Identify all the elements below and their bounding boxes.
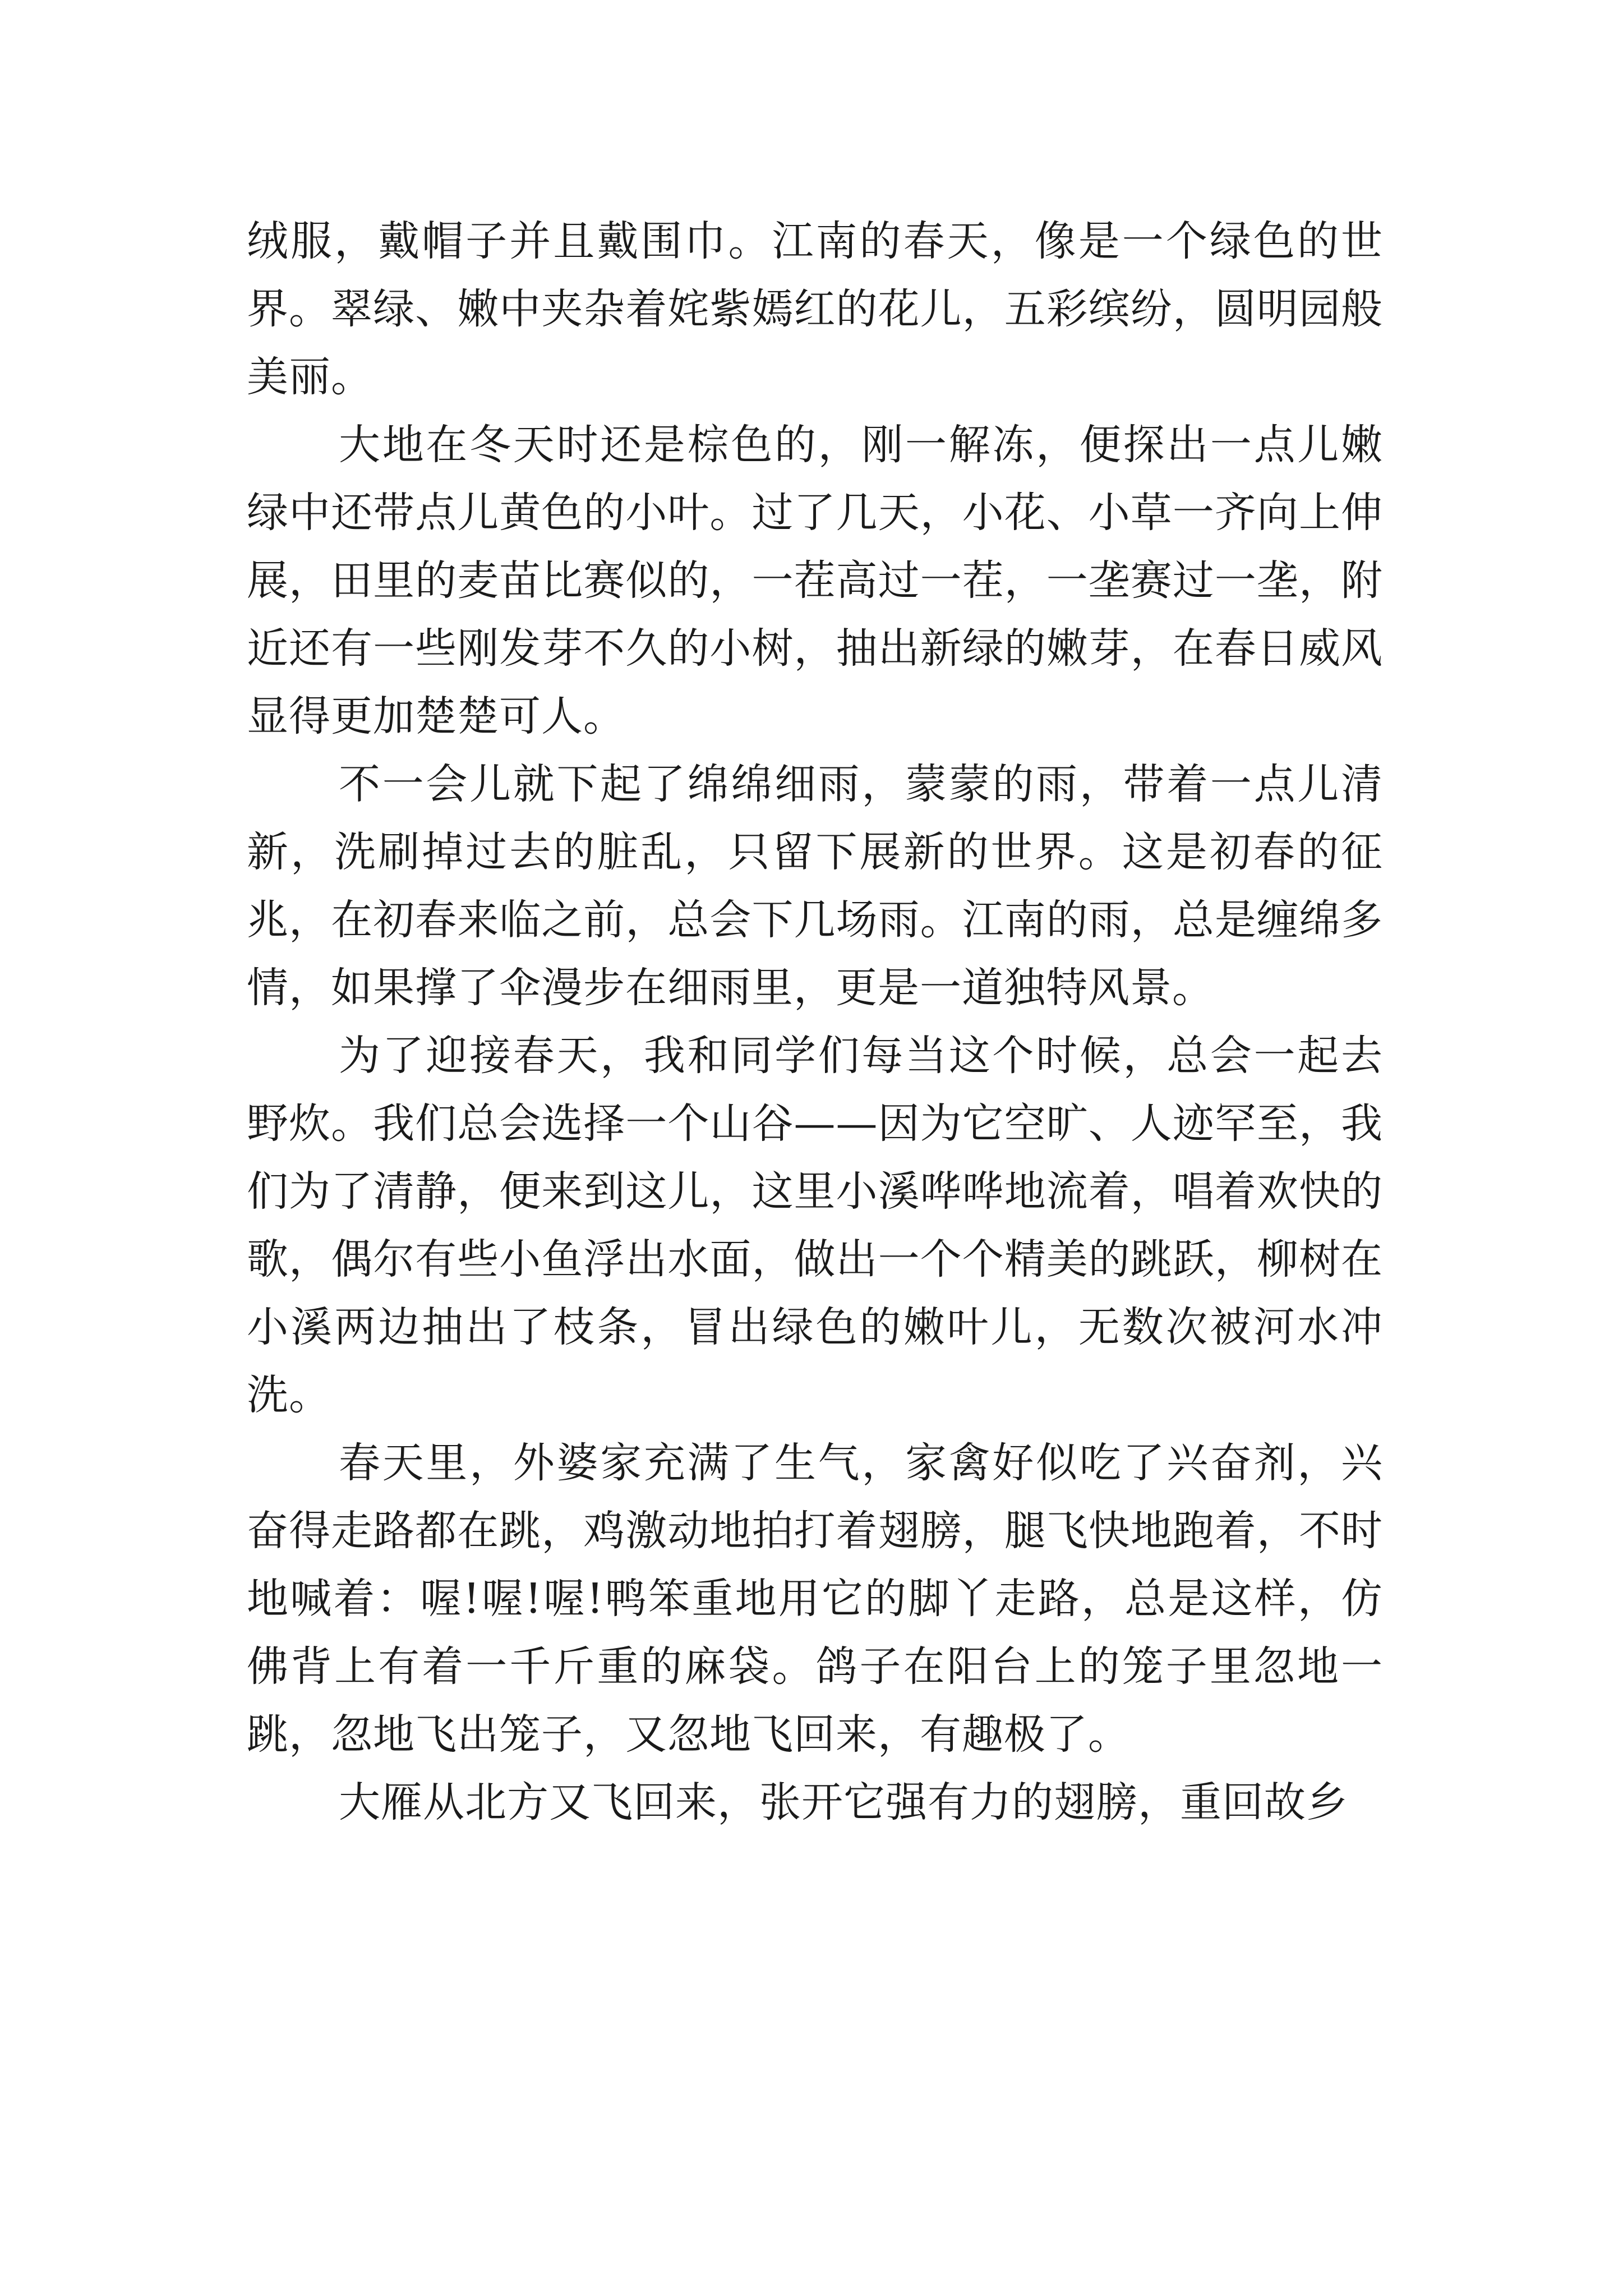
paragraph-3: 不一会儿就下起了绵绵细雨，蒙蒙的雨，带着一点儿清新，洗刷掉过去的脏乱，只留下展新的世界。这是初春的征兆，在初春来临之前，总会下几场雨。江南的雨，总是缠绵多情，如果撑了伞漫步在细雨里，更是一道独特风景。 [247, 760, 1383, 1012]
paragraph-5: 春天里，外婆家充满了生气，家禽好似吃了兴奋剂，兴奋得走路都在跳，鸡激动地拍打着翅膀，腿飞快地跑着，不时地喊着：喔!喔!喔!鸭笨重地用它的脚丫走路，总是这样，仿佛背上有着一千斤重的麻袋。鸽子在阳台上的笼子里忽地一跳，忽地飞出笼子，又忽地飞回来，有趣极了。 [247, 1439, 1383, 1759]
document-body [247, 208, 1383, 1837]
paragraph-2: 大地在冬天时还是棕色的，刚一解冻，便探出一点儿嫩绿中还带点儿黄色的小叶。过了几天，小花、小草一齐向上伸展，田里的麦苗比赛似的，一茬高过一茬，一垄赛过一垄，附近还有一些刚发芽不久的小树，抽出新绿的嫩芽，在春日威风显得更加楚楚可人。 [247, 421, 1383, 740]
paragraph-4: 为了迎接春天，我和同学们每当这个时候，总会一起去野炊。我们总会选择一个山谷——因为它空旷、人迹罕至，我们为了清静，便来到这儿，这里小溪哗哗地流着，唱着欢快的歌，偶尔有些小鱼浮出水面，做出一个个精美的跳跃，柳树在小溪两边抽出了枝条，冒出绿色的嫩叶儿，无数次被河水冲洗。 [247, 1032, 1383, 1419]
paragraph-6: 大雁从北方又飞回来，张开它强有力的翅膀，重回故乡 [339, 1778, 1348, 1826]
paragraph-1: 绒服，戴帽子并且戴围巾。江南的春天，像是一个绿色的世界。翠绿、嫩中夹杂着姹紫嫣红的花儿，五彩缤纷，圆明园般美丽。 [247, 217, 1383, 401]
